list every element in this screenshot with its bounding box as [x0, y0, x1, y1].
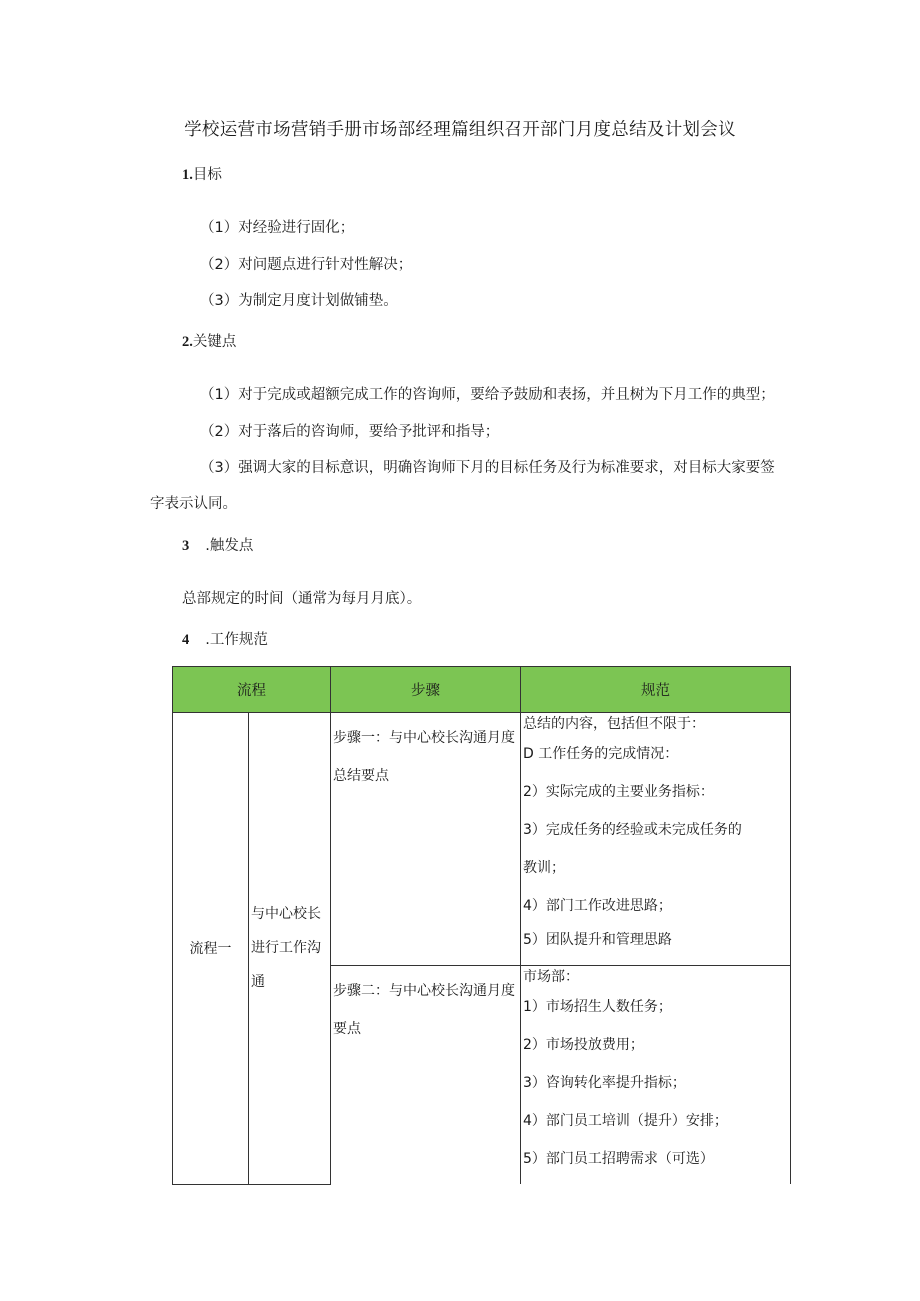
- spec-1-item: 5）团队提升和管理思路: [523, 932, 672, 948]
- goal-item-3: （3）为制定月度计划做铺垫。: [200, 293, 398, 309]
- step-2-text: 步骤二：与中心校长沟通月度要点: [333, 983, 515, 1037]
- spec-1-title: 总结的内容，包括但不限于：: [523, 716, 705, 732]
- section-3-label: .触发点: [205, 538, 254, 554]
- goal-item-2: （2）对问题点进行针对性解决；: [200, 257, 413, 273]
- flow-name: 与中心校长进行工作沟通: [251, 906, 321, 991]
- section-4-heading: [182, 628, 268, 649]
- flow-cell: [173, 713, 249, 1185]
- section-1-label: 目标: [192, 167, 222, 183]
- step-cell-2: [331, 966, 521, 1185]
- key-item-3-continuation: 字表示认同。: [150, 496, 237, 512]
- flow-label: 流程一: [189, 941, 232, 958]
- section-2-heading: [182, 330, 236, 351]
- section-3-number: 3: [182, 538, 190, 554]
- spec-2-item: 4）部门员工培训（提升）安排；: [523, 1113, 728, 1129]
- section-3-heading: [182, 534, 253, 555]
- spec-2-item: 3）咨询转化率提升指标；: [523, 1075, 686, 1091]
- spec-2-title: 市场部：: [523, 969, 579, 985]
- spec-2-item: 2）市场投放费用；: [523, 1037, 644, 1053]
- table-row: [173, 713, 791, 966]
- header-flow: 流程: [173, 667, 331, 713]
- section-2-label: 关键点: [192, 334, 237, 350]
- section-1-heading: [182, 163, 222, 184]
- spec-2-item: 1）市场招生人数任务；: [523, 999, 672, 1015]
- flow-name-cell: [249, 713, 331, 1185]
- work-norms-table: [172, 666, 791, 1185]
- spec-1-item: 4）部门工作改进思路；: [523, 898, 672, 914]
- spec-2-item: 5）部门员工招聘需求（可选）: [523, 1151, 714, 1167]
- section-4-label: .工作规范: [205, 632, 268, 648]
- spec-1-item: D 工作任务的完成情况：: [523, 746, 679, 762]
- spec-1-item: 2）实际完成的主要业务指标：: [523, 784, 714, 800]
- spec-cell-1: [521, 713, 791, 966]
- trigger-text: 总部规定的时间（通常为每月月底）。: [182, 591, 422, 607]
- key-item-1: （1）对于完成或超额完成工作的咨询师，要给予鼓励和表扬，并且树为下月工作的典型；: [200, 387, 775, 403]
- section-4-number: 4: [182, 632, 190, 648]
- spec-1-item: 教训；: [523, 860, 565, 876]
- header-spec: 规范: [521, 667, 791, 713]
- spec-cell-2: [521, 966, 791, 1185]
- key-item-3: （3）强调大家的目标意识，明确咨询师下月的目标任务及行为标准要求，对目标大家要签: [200, 460, 775, 476]
- step-cell-1: [331, 713, 521, 966]
- header-step: 步骤: [331, 667, 521, 713]
- section-2-number: 2.: [182, 334, 193, 350]
- step-1-text: 步骤一：与中心校长沟通月度总结要点: [333, 730, 515, 784]
- document-title: 学校运营市场营销手册市场部经理篇组织召开部门月度总结及计划会议: [184, 120, 736, 140]
- key-item-2: （2）对于落后的咨询师，要给予批评和指导；: [200, 424, 500, 440]
- section-1-number: 1.: [182, 167, 193, 183]
- spec-1-item: 3）完成任务的经验或未完成任务的: [523, 822, 742, 838]
- goal-item-1: （1）对经验进行固化；: [200, 220, 355, 236]
- table-header-row: [173, 667, 791, 713]
